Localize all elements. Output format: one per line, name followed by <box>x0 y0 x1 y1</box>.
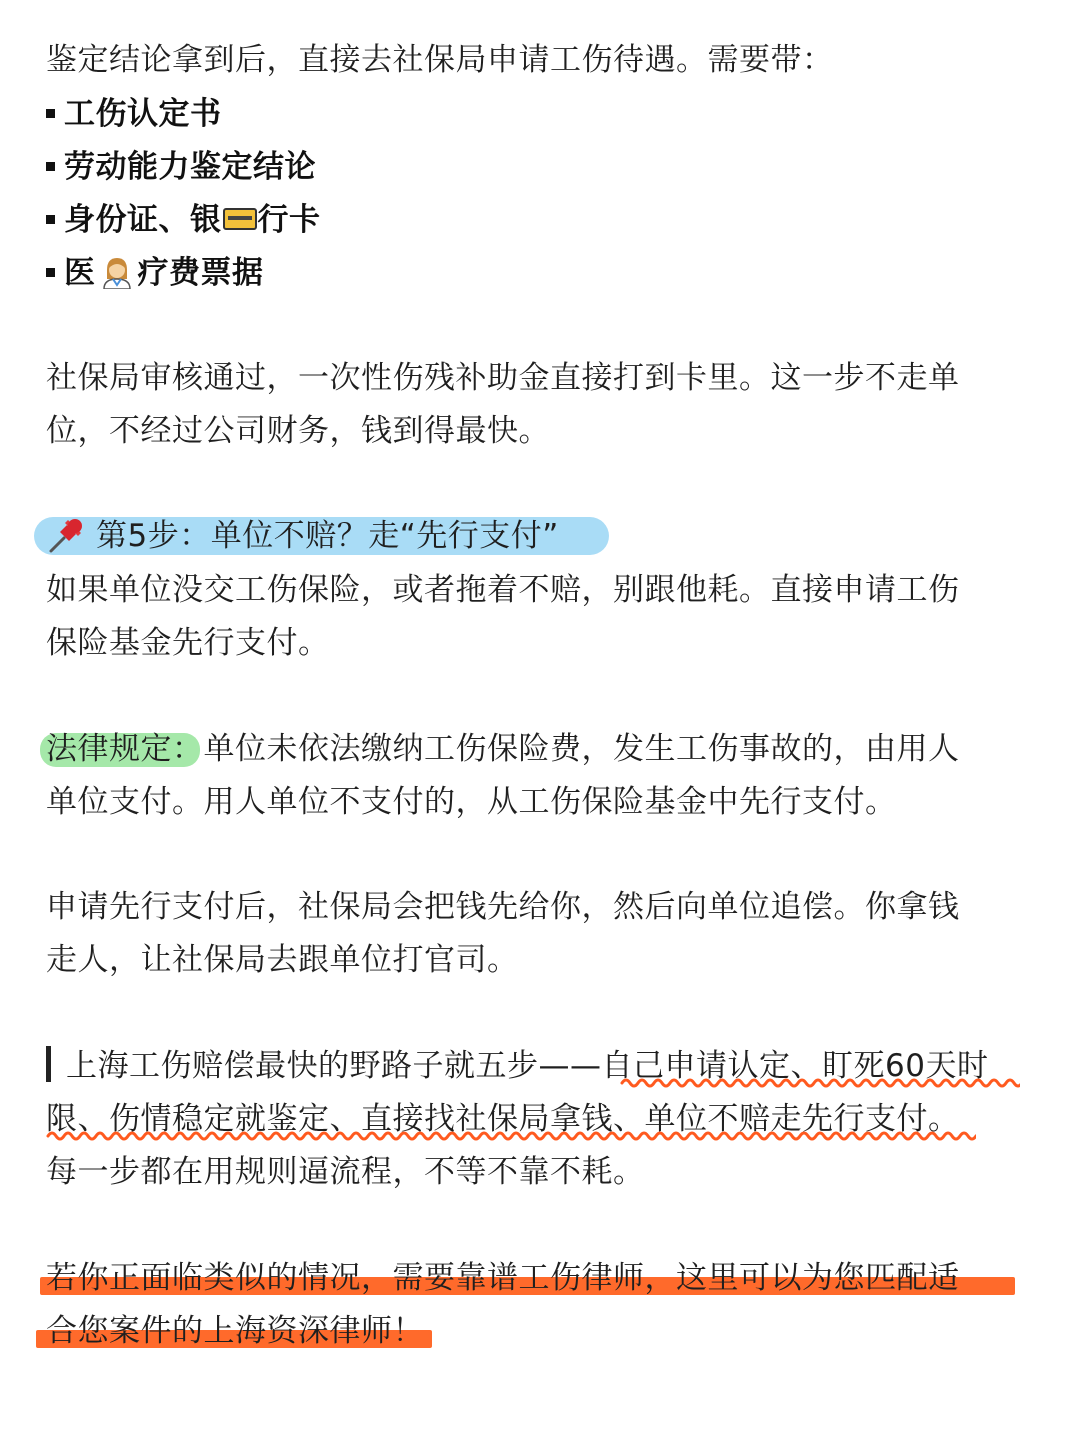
paragraph-line: 如果单位没交工伤保险，或者拖着不赔，别跟他耗。直接申请工伤 <box>46 572 960 608</box>
wavy-underlined-text: 限、伤情稳定就鉴定、直接找社保局拿钱、单位不赔走先行支付 <box>46 1101 928 1137</box>
list-item <box>46 147 316 187</box>
list-item <box>46 200 321 240</box>
quote-bar <box>46 1046 51 1082</box>
wavy-underlined-text: 自己申请认定、盯死60天时 <box>601 1048 989 1084</box>
list-item-label: 行卡 <box>257 202 321 238</box>
list-item-label: 工伤认定书 <box>64 96 222 132</box>
credit-card-icon <box>223 208 257 230</box>
paragraph-line: 社保局审核通过，一次性伤残补助金直接打到卡里。这一步不走单 <box>46 360 960 396</box>
law-line <box>46 729 960 769</box>
list-item-label: 劳动能力鉴定结论 <box>64 149 316 185</box>
list-item-label: 医 <box>64 255 96 291</box>
step-title: 第5步：单位不赔？走“先行支付” <box>96 518 559 554</box>
bullet-icon <box>46 162 55 171</box>
law-line: 单位支付。用人单位不支付的，从工伤保险基金中先行支付。 <box>46 784 897 820</box>
list-item <box>46 253 264 293</box>
list-item-label: 疗费票据 <box>137 255 264 291</box>
wavy-underline <box>620 1076 1020 1090</box>
intro-text: 鉴定结论拿到后，直接去社保局申请工伤待遇。需要带： <box>46 42 834 78</box>
list-item-label: 身份证、银 <box>64 202 222 238</box>
cta-line: 若你正面临类似的情况，需要靠谱工伤律师，这里可以为您匹配适 <box>46 1260 960 1296</box>
bullet-icon <box>46 109 55 118</box>
pushpin-icon <box>46 515 86 555</box>
bullet-icon <box>46 268 55 277</box>
law-text: 单位未依法缴纳工伤保险费，发生工伤事故的，由用人 <box>203 731 960 767</box>
step-heading <box>46 516 559 558</box>
paragraph-line: 位，不经过公司财务，钱到得最快。 <box>46 413 550 449</box>
wavy-underline <box>46 1129 976 1143</box>
list-item <box>46 94 222 134</box>
paragraph-line: 保险基金先行支付。 <box>46 625 330 661</box>
summary-text: 上海工伤赔偿最快的野路子就五步—— <box>66 1048 602 1084</box>
summary-text: 。 <box>928 1101 960 1137</box>
paragraph-line: 走人，让社保局去跟单位打官司。 <box>46 942 519 978</box>
law-label: 法律规定： <box>46 731 204 767</box>
health-worker-icon <box>100 255 134 289</box>
summary-line: 每一步都在用规则逼流程，不等不靠不耗。 <box>46 1154 645 1190</box>
bullet-icon <box>46 215 55 224</box>
cta-line: 合您案件的上海资深律师！ <box>46 1313 424 1349</box>
paragraph-line: 申请先行支付后，社保局会把钱先给你，然后向单位追偿。你拿钱 <box>46 889 960 925</box>
